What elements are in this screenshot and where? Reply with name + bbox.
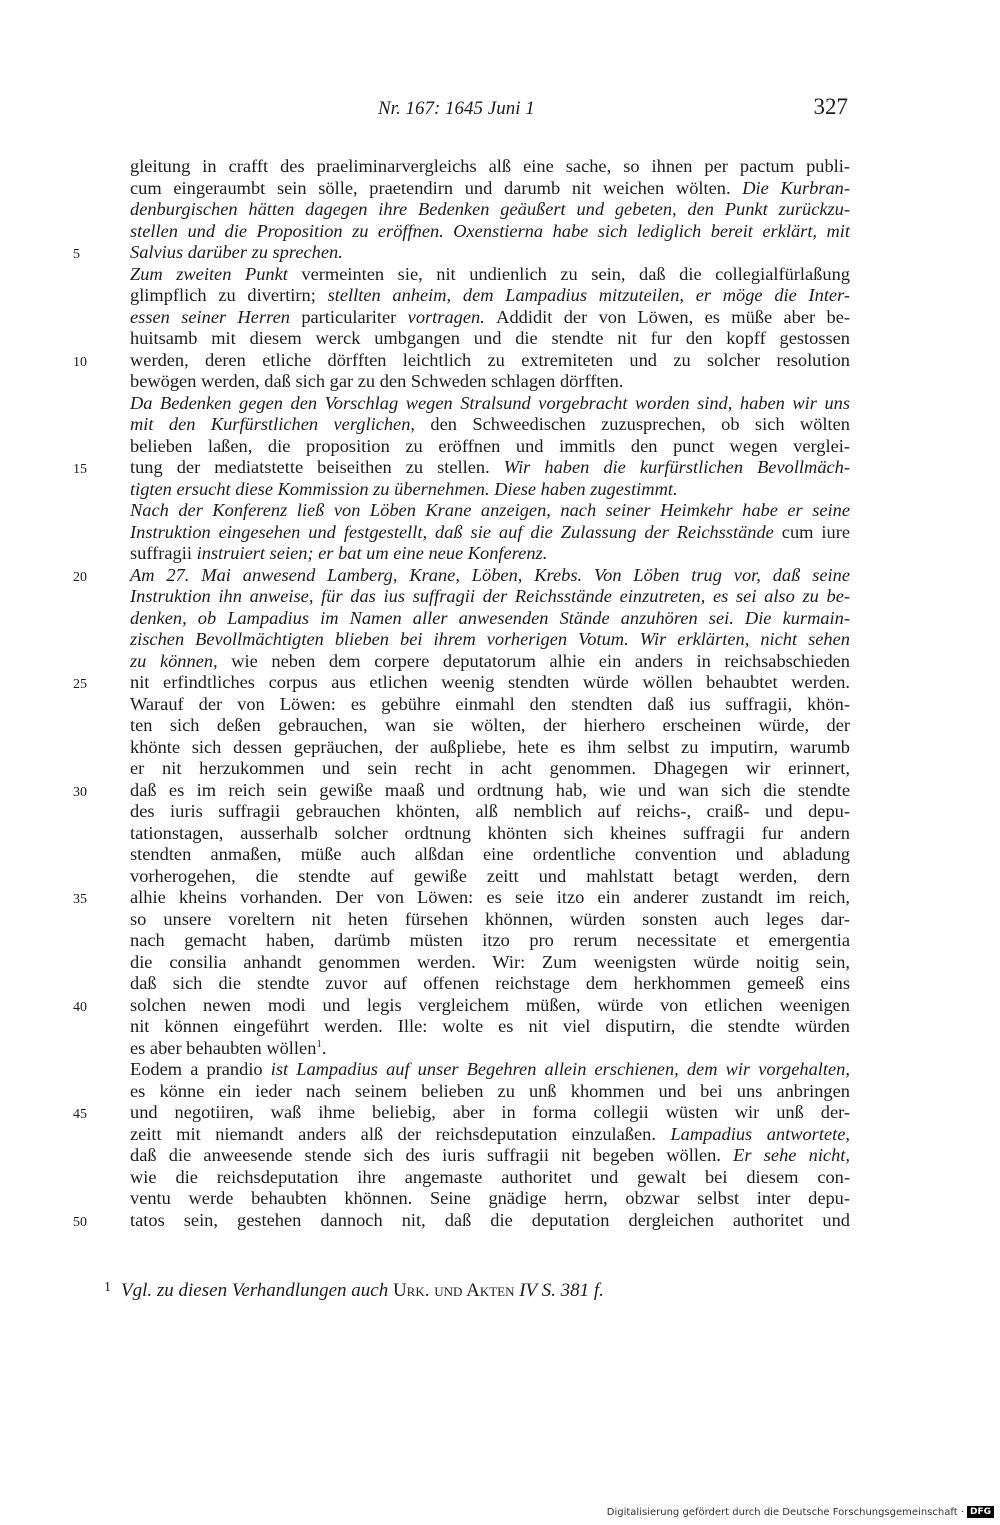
roman-span: tatos sein, gestehen dannoch nit, daß die deputation dergleichen authoritet und	[130, 1209, 850, 1230]
roman-span: zeitt mit niemandt anders alß der reichsdeputation einzulaßen.	[130, 1123, 671, 1144]
roman-span: cum eingeraumbt sein sölle, praetendirn und darumb nit weichen wölten.	[130, 177, 743, 198]
text-line	[130, 909, 850, 931]
line-number: 35	[73, 892, 87, 907]
italic-span: Instruktion ihn anweise, für das ius suffragii der Reichsstände einzutreten, es sei also zu be-	[130, 586, 850, 606]
text-line	[130, 629, 850, 651]
text-line	[130, 887, 850, 909]
line-number: 20	[73, 569, 87, 585]
roman-span: khönte sich dessen gepräuchen, der außpliebe, hete es ihm selbst zu imputirn, warumb	[130, 736, 850, 757]
roman-span: nach gemacht haben, darümb müsten itzo pro rerum necessitate et emergentia	[130, 930, 850, 950]
roman-span: daß sich die stendte zuvor auf offenen reichstage dem herkhommen gemeeß eins	[130, 973, 850, 993]
italic-span: Nach der Konferenz ließ von Löben Krane anzeigen, nach seiner Heimkehr habe er seine	[130, 500, 850, 520]
italic-span: ist Lampadius auf unser Begehren allein erschienen, dem wir vorgehalten,	[270, 1059, 850, 1079]
text-line	[130, 973, 850, 995]
page-number: 327	[813, 94, 848, 119]
roman-span: glimpflich zu divertirn;	[130, 285, 328, 305]
roman-span: .	[321, 1037, 327, 1058]
text-line	[130, 414, 850, 436]
italic-span: denken, ob Lampadius im Namen aller anwesenden Stände anzuhören sei. Die kurmain-	[130, 607, 850, 628]
line-number: 45	[73, 1107, 87, 1122]
roman-span: huitsamb mit diesem werck umbgangen und die stendte nit fur den kopff gestossen	[130, 328, 850, 348]
italic-span: stellten anheim, dem Lampadius mitzuteilen, er möge die Inter-	[327, 285, 851, 305]
line-number: 40	[73, 999, 87, 1015]
text-line	[130, 457, 850, 479]
text-line	[130, 1081, 850, 1103]
roman-span: alhie kheins vorhanden. Der von Löwen: es seie itzo ein anderer zustandt im reich,	[130, 887, 850, 907]
text-line	[130, 930, 850, 952]
running-title: Nr. 167: 1645 Juni 1	[378, 98, 535, 119]
roman-span: Warauf der von Löwen: es gebühre einmahl den stendten daß ius suffragii, khön-	[130, 693, 850, 714]
text-line	[130, 608, 850, 630]
italic-span: instruiert seien; er bat um eine neue Konferenz.	[196, 543, 548, 563]
roman-span: wie neben dem corpere deputatorum alhie ein anders in reichsabschieden	[231, 650, 850, 671]
roman-span: vorherogehen, die stendte auf gewiße zeitt und mahlstatt betagt werden, dern	[130, 865, 850, 886]
text-line	[130, 780, 850, 802]
roman-span: Eodem a prandio	[130, 1059, 271, 1079]
text-line	[130, 285, 850, 307]
line-number: 30	[73, 784, 87, 800]
text-line	[130, 1016, 850, 1038]
dfg-logo: DFG	[967, 1506, 994, 1518]
roman-span: bewögen werden, daß sich gar zu den Schweden schlagen dörfften.	[130, 371, 624, 391]
italic-span: Zum zweiten Punkt	[130, 263, 302, 284]
italic-span: Instruktion eingesehen und festgestellt, daß sie auf die Zulassung der Reichsstände	[130, 521, 782, 542]
roman-span: stendten anmaßen, müße auch alßdan eine ordentliche convention und abladung	[130, 844, 850, 864]
text-line	[130, 1210, 850, 1232]
roman-span: solchen newen modi und legis vergleichem müßen, würde von etlichen weenigen	[130, 994, 850, 1015]
italic-span: stellen und die Proposition zu eröffnen. Oxenstierna habe sich lediglich bereit erklärt, mit	[130, 220, 850, 241]
text-line	[130, 328, 850, 350]
italic-span: essen seiner Herren	[130, 306, 302, 327]
text-line	[130, 715, 850, 737]
text-line	[130, 844, 850, 866]
line-number: 15	[73, 462, 87, 477]
text-line	[130, 694, 850, 716]
footnote-reference: IV S. 381 f.	[519, 1280, 604, 1301]
text-line	[130, 479, 850, 501]
italic-span: Wir haben die kurfürstlichen Bevollmäch-	[503, 457, 850, 477]
text-line	[130, 1059, 850, 1081]
roman-span: daß es im reich sein gewiße maaß und ordtnung hab, wie und wan sich die stendte	[130, 779, 850, 800]
roman-span: daß die anweesende stende sich des iuris suffragii nit begeben wöllen.	[130, 1145, 734, 1165]
roman-span: tationstagen, ausserhalb solcher ordtnung khönten sich kheines suffragii fur andern	[130, 822, 850, 843]
text-line	[130, 350, 850, 372]
text-line	[130, 1188, 850, 1210]
roman-span: ten sich deßen gebrauchen, wan sie wölten, der hierhero erscheinen würde, der	[130, 715, 850, 735]
roman-span: werden, deren etliche dörfften leichtlich zu extremiteten und zu solcher resolution	[130, 349, 850, 370]
italic-span: zischen Bevollmächtigten blieben bei ihrem vorherigen Votum. Wir erklärten, nicht sehen	[130, 629, 850, 649]
roman-span: es aber behaubten wöllen	[130, 1037, 317, 1058]
text-line	[130, 565, 850, 587]
line-number: 5	[73, 247, 80, 262]
roman-span: nit erfindtliches corpus aus etlichen weenig stendten würde wöllen behaubtet werden.	[130, 672, 850, 692]
roman-span: vermeinten sie, nit undienlich zu sein, daß die collegialfürlaßung	[301, 263, 850, 284]
line-number: 50	[73, 1214, 87, 1230]
roman-span: es könne ein ieder nach seinem belieben zu unß khommen und bei uns anbringen	[130, 1080, 850, 1101]
text-line	[130, 264, 850, 286]
roman-span: cum iure	[781, 521, 850, 542]
italic-span: tigten ersucht diese Kommission zu übernehmen. Diese haben zugestimmt.	[130, 478, 678, 499]
italic-span: denburgischen hätten dagegen ihre Bedenken geäußert und gebeten, den Punkt zurückzu-	[130, 199, 850, 219]
text-line	[130, 1145, 850, 1167]
roman-span: belieben laßen, die proposition zu eröffnen und immitls den punct wegen vergleі-	[130, 435, 850, 456]
roman-span: nit können eingeführt werden. Ille: wolte es nit viel disputirn, die stendte würden	[130, 1016, 850, 1036]
text-line	[130, 543, 850, 565]
roman-span: den Schweedischen zuzusprechen, ob sich wölten	[430, 414, 850, 434]
text-line	[130, 801, 850, 823]
text-line	[130, 1167, 850, 1189]
footnote-source: Urk. und Akten	[392, 1280, 520, 1301]
footnote-ref: 1	[316, 1037, 322, 1050]
roman-span: er nit herzukommen und sein recht in acht genommen. Dhagegen wir erinnert,	[130, 758, 850, 778]
footnote-text-part: Vgl. zu diesen Verhandlungen auch	[121, 1280, 393, 1301]
text-line	[130, 522, 850, 544]
text-line	[130, 307, 850, 329]
text-line	[130, 866, 850, 888]
text-line	[130, 221, 850, 243]
roman-span: suffragii	[130, 543, 197, 563]
roman-span: und negotiiren, waß ihme beliebig, aber in forma collegii wüsten wir unß der-	[130, 1102, 850, 1122]
roman-span: tung der mediatstette beiseithen zu stellen.	[130, 457, 504, 477]
italic-span: vortragen.	[407, 306, 497, 327]
roman-span: Addidit der von Löwen, es müße aber be-	[496, 306, 850, 327]
text-line	[130, 371, 850, 393]
text-line	[130, 823, 850, 845]
digitization-credit	[607, 1506, 994, 1518]
text-line	[130, 737, 850, 759]
italic-span: Da Bedenken gegen den Vorschlag wegen Stralsund vorgebracht worden sind, haben wir uns	[130, 392, 850, 413]
italic-span: mit den Kurfürstlichen verglichen,	[130, 414, 431, 434]
text-line	[130, 393, 850, 415]
italic-span: Er sehe nicht,	[733, 1145, 850, 1165]
text-line	[130, 178, 850, 200]
text-line	[130, 199, 850, 221]
italic-span: Die Kurbran-	[742, 177, 850, 198]
page-header	[0, 94, 1000, 130]
text-line	[130, 586, 850, 608]
text-line	[130, 758, 850, 780]
italic-span: Lampadius antwortete,	[670, 1123, 850, 1144]
italic-span: Am 27. Mai anwesend Lamberg, Krane, Löben, Krebs. Von Löben trug vor, daß seine	[130, 564, 850, 585]
text-line	[130, 1124, 850, 1146]
text-line	[130, 651, 850, 673]
text-line	[130, 242, 850, 264]
roman-span: wie die reichsdeputation ihre angemaste authoritet und gewalt bei diesem con-	[130, 1166, 850, 1187]
roman-span: gleitung in crafft des praeliminarvergleichs alß eine sache, so ihnen per pactum publi-	[130, 156, 850, 176]
credit-text: Digitalisierung gefördert durch die Deutsche Forschungsgemeinschaft ·	[606, 1507, 964, 1518]
line-number: 10	[73, 354, 87, 370]
text-line	[130, 156, 850, 178]
roman-span: so unsere voreltern nit heten fürsehen khönnen, würden sonsten auch leges dar-	[130, 908, 850, 929]
line-number: 25	[73, 677, 87, 692]
roman-span: des iuris suffragii gebrauchen khönten, alß nemblich auf reichs-, craiß- und depu-	[130, 801, 850, 821]
text-line	[130, 436, 850, 458]
italic-span: zu können,	[130, 650, 232, 671]
roman-span: particulariter	[301, 306, 408, 327]
text-line	[130, 952, 850, 974]
text-line	[130, 672, 850, 694]
footnote-mark: 1	[104, 1280, 111, 1295]
roman-span: die consilia anhandt genommen werden. Wir: Zum weenigsten würde noitig sein,	[130, 951, 850, 972]
text-line	[130, 1038, 850, 1060]
text-line	[130, 1102, 850, 1124]
footnote	[104, 1280, 604, 1302]
text-line	[130, 500, 850, 522]
text-line	[130, 995, 850, 1017]
italic-span: Salvius darüber zu sprechen.	[130, 242, 343, 262]
roman-span: ventu werde behaubten khönnen. Seine gnädige herrn, obzwar selbst inter depu-	[130, 1188, 850, 1208]
